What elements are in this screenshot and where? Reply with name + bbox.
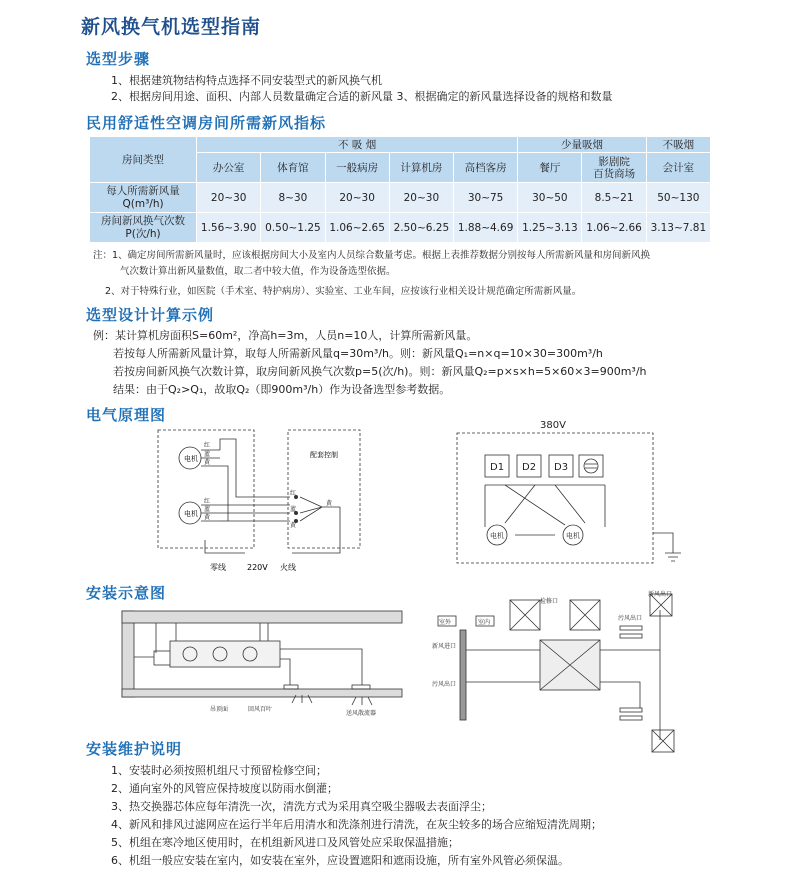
room-header: 餐厅 [518, 153, 582, 183]
example-line-1: 例：某计算机房面积S=60m²，净高h=3m，人员n=10人，计算所需新风量。 [93, 329, 478, 342]
table-cell: 20~30 [197, 183, 261, 213]
table-cell: 1.06~2.66 [582, 213, 646, 243]
wire-red-1: 红 [204, 442, 211, 449]
wire-yellow-2: 黄 [204, 514, 211, 521]
note-1a: 注：1、确定房间所需新风量时，应该根据房间大小及室内人员综合数量考虑。根据上表推荐数据分别按每人所需新风量和房间新风换 [93, 250, 651, 261]
exhaust-out-label-2: 污风出口 [618, 615, 643, 622]
room-header: 办公室 [197, 153, 261, 183]
table-cell: 20~30 [325, 183, 389, 213]
motor-label-2: 电机 [184, 510, 198, 518]
return-vent-label: 回风百叶 [248, 706, 273, 713]
table-cell: 1.25~3.13 [518, 213, 582, 243]
example-line-4: 结果：由于Q₂>Q₁，故取Q₂（即900m³/h）作为设备选型参考数据。 [113, 383, 451, 396]
relay-d3: D3 [554, 462, 569, 473]
list-item: 6、机组一般应安装在室内，如安装在室外，应设置遮阳和遮雨设施，所有室外风管必须保温。 [111, 854, 569, 867]
table-cell: 30~75 [454, 183, 518, 213]
install-heading: 安装示意图 [86, 584, 167, 602]
control-label: 配套控制 [310, 451, 338, 459]
table-heading: 民用舒适性空调房间所需新风指标 [86, 114, 327, 132]
room-header: 影剧院 百货商场 [582, 153, 646, 183]
maintenance-heading: 安装维护说明 [86, 740, 183, 758]
live-label: 火线 [280, 563, 296, 572]
relay-d2: D2 [522, 462, 537, 473]
table-cell: 30~50 [518, 183, 582, 213]
outdoor-label: 室外 [439, 619, 452, 626]
step-line-2: 2、根据房间用途、面积、内部人员数量确定合适的新风量 3、根据确定的新风量选择设备的规格和数量 [111, 90, 613, 103]
room-header: 一般病房 [325, 153, 389, 183]
motor-label-3: 电机 [490, 532, 504, 540]
ceiling-install-diagram [120, 605, 415, 720]
room-type-header: 房间类型 [90, 137, 197, 183]
group-light-smoking: 少量吸烟 [518, 137, 646, 153]
list-item: 1、安装时必须按照机组尺寸预留检修空间； [111, 764, 327, 777]
table-cell: 50~130 [646, 183, 710, 213]
supply-voltage-label: 380V [540, 420, 566, 431]
wire-blue-2: 蓝 [204, 506, 211, 513]
supply-diffuser-label: 送风散流器 [346, 710, 377, 717]
electrical-heading: 电气原理图 [86, 406, 167, 424]
row-label-per-person: 每人所需新风量 Q(m³/h) [90, 183, 197, 213]
steps-heading: 选型步骤 [86, 50, 151, 68]
list-item: 4、新风和排风过滤网应在运行半年后用清水和洗涤剂进行清洗，在灰尘较多的场合应缩短清洗周期； [111, 818, 602, 831]
single-phase-wiring-diagram [150, 425, 365, 575]
wire-yellow-1: 黄 [204, 459, 211, 466]
row-label-air-changes: 房间新风换气次数 P(次/h) [90, 213, 197, 243]
wire-red-3: 红 [290, 490, 297, 497]
motor-label-1: 电机 [184, 455, 198, 463]
table-cell: 8~30 [261, 183, 325, 213]
wire-yellow-3: 黄 [290, 522, 297, 529]
group-no-smoking: 不 吸 烟 [197, 137, 518, 153]
example-heading: 选型设计计算示例 [86, 306, 215, 324]
fresh-air-table [89, 136, 711, 243]
ceiling-label: 吊顶面 [210, 706, 229, 713]
room-header: 会计室 [646, 153, 710, 183]
neutral-label: 零线 [210, 563, 226, 572]
room-header: 体育馆 [261, 153, 325, 183]
relay-d1: D1 [490, 462, 505, 473]
exhaust-out-label: 污风出口 [432, 681, 457, 688]
maintenance-list [111, 762, 602, 870]
fresh-in-label: 新风进口 [432, 643, 457, 650]
table-cell: 1.88~4.69 [454, 213, 518, 243]
example-line-2: 若按每人所需新风量计算，取每人所需新风量q=30m³/h。则：新风量Q₁=n×q=10×30=300m³/h [113, 347, 603, 360]
room-header: 高档客房 [454, 153, 518, 183]
table-cell: 8.5~21 [582, 183, 646, 213]
fresh-out-label: 新风出口 [648, 591, 673, 598]
table-cell: 20~30 [389, 183, 453, 213]
table-cell: 1.06~2.65 [325, 213, 389, 243]
voltage-label: 220V [247, 563, 268, 572]
access-label: 检修口 [540, 598, 559, 605]
wire-yellow-4: 黄 [326, 500, 333, 507]
motor-label-4: 电机 [566, 532, 580, 540]
list-item: 5、机组在寒冷地区使用时，在机组新风进口及风管处应采取保温措施； [111, 836, 459, 849]
list-item: 3、热交换器芯体应每年清洗一次，清洗方式为采用真空吸尘器吸去表面浮尘； [111, 800, 492, 813]
page-title: 新风换气机选型指南 [81, 16, 262, 38]
table-cell: 0.50~1.25 [261, 213, 325, 243]
group-no-smoking-2: 不吸烟 [646, 137, 710, 153]
wire-blue-1: 蓝 [204, 451, 211, 458]
room-header: 计算机房 [389, 153, 453, 183]
wire-blue-3: 蓝 [290, 506, 297, 513]
table-cell: 1.56~3.90 [197, 213, 261, 243]
step-line-1: 1、根据建筑物结构特点选择不同安装型式的新风换气机 [111, 74, 382, 87]
example-line-3: 若按房间新风换气次数计算，取房间新风换气次数p=5(次/h)。则：新风量Q₂=p×s×h=5×60×3=900m³/h [113, 365, 647, 378]
three-phase-wiring-diagram [455, 415, 690, 575]
indoor-label: 室内 [478, 619, 491, 626]
table-cell: 3.13~7.81 [646, 213, 710, 243]
table-cell: 2.50~6.25 [389, 213, 453, 243]
note-1b: 气次数计算出新风量数值，取二者中较大值，作为设备选型依据。 [120, 266, 396, 277]
duct-layout-diagram [430, 590, 690, 760]
note-2: 2、对于特殊行业，如医院（手术室、特护病房）、实验室、工业车间，应按该行业相关设计规范确定所需新风量。 [105, 286, 582, 297]
wire-red-2: 红 [204, 498, 211, 505]
list-item: 2、通向室外的风管应保持坡度以防雨水倒灌； [111, 782, 338, 795]
